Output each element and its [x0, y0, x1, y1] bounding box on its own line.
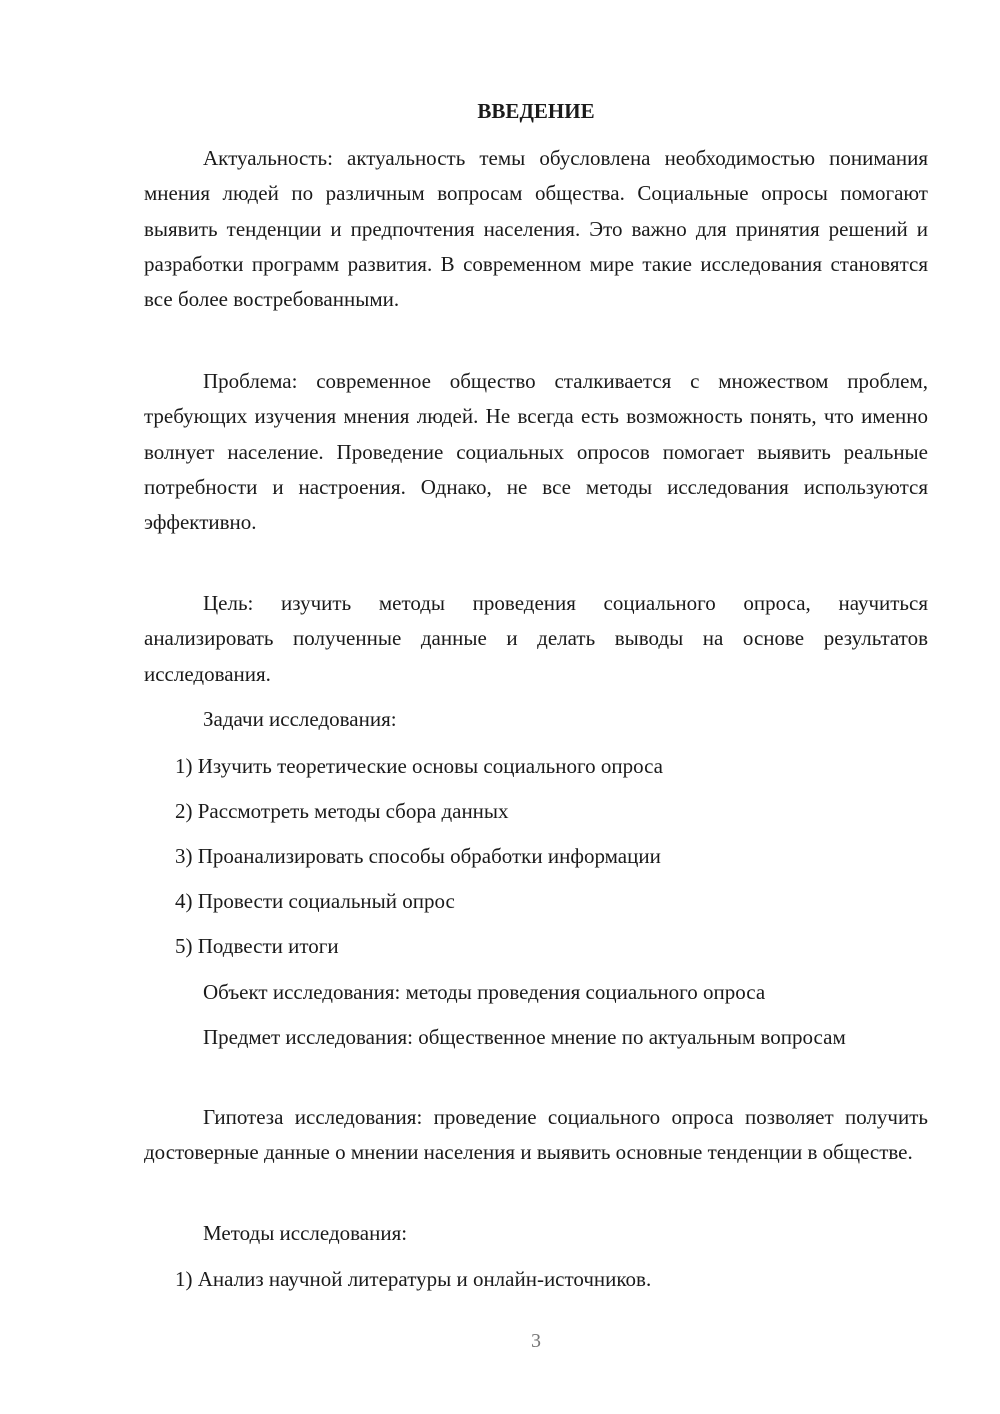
object-paragraph: Объект исследования: методы проведения социального опроса: [203, 980, 766, 1004]
list-item: 5) Подвести итоги: [175, 934, 339, 958]
list-item: 3) Проанализировать способы обработки информации: [175, 844, 661, 868]
list-item: 4) Провести социальный опрос: [175, 889, 455, 913]
methods-heading: Методы исследования:: [203, 1221, 408, 1245]
page-number: 3: [531, 1330, 541, 1352]
subject-paragraph: Предмет исследования: общественное мнение по актуальным вопросам: [203, 1025, 846, 1049]
problem-paragraph: Проблема: современное общество сталкивается с множеством проблем, требующих изучения мнения людей. Не всегда есть возможность понять, что именно волнует население. Проведение социальных опросов помогает выявить реальные потребности и настроения. Однако, не все методы исследования используются эффективно.: [144, 369, 928, 535]
list-item: 2) Рассмотреть методы сбора данных: [175, 799, 509, 823]
hypothesis-paragraph: Гипотеза исследования: проведение социального опроса позволяет получить достоверные данные о мнении населения и выявить основные тенденции в обществе.: [144, 1105, 928, 1165]
relevance-paragraph: Актуальность: актуальность темы обусловлена необходимостью понимания мнения людей по различным вопросам общества. Социальные опросы помогают выявить тенденции и предпочтения населения. Это важно для принятия решений и разработки программ развития. В современном мире такие исследования становятся все более востребованными.: [144, 146, 928, 312]
list-item: 1) Изучить теоретические основы социального опроса: [175, 754, 663, 778]
list-item: 1) Анализ научной литературы и онлайн-источников.: [175, 1267, 652, 1291]
tasks-heading: Задачи исследования:: [203, 707, 397, 731]
goal-paragraph: Цель: изучить методы проведения социального опроса, научиться анализировать полученные данные и делать выводы на основе результатов исследования.: [144, 591, 928, 686]
page-title: ВВЕДЕНИЕ: [477, 99, 595, 123]
